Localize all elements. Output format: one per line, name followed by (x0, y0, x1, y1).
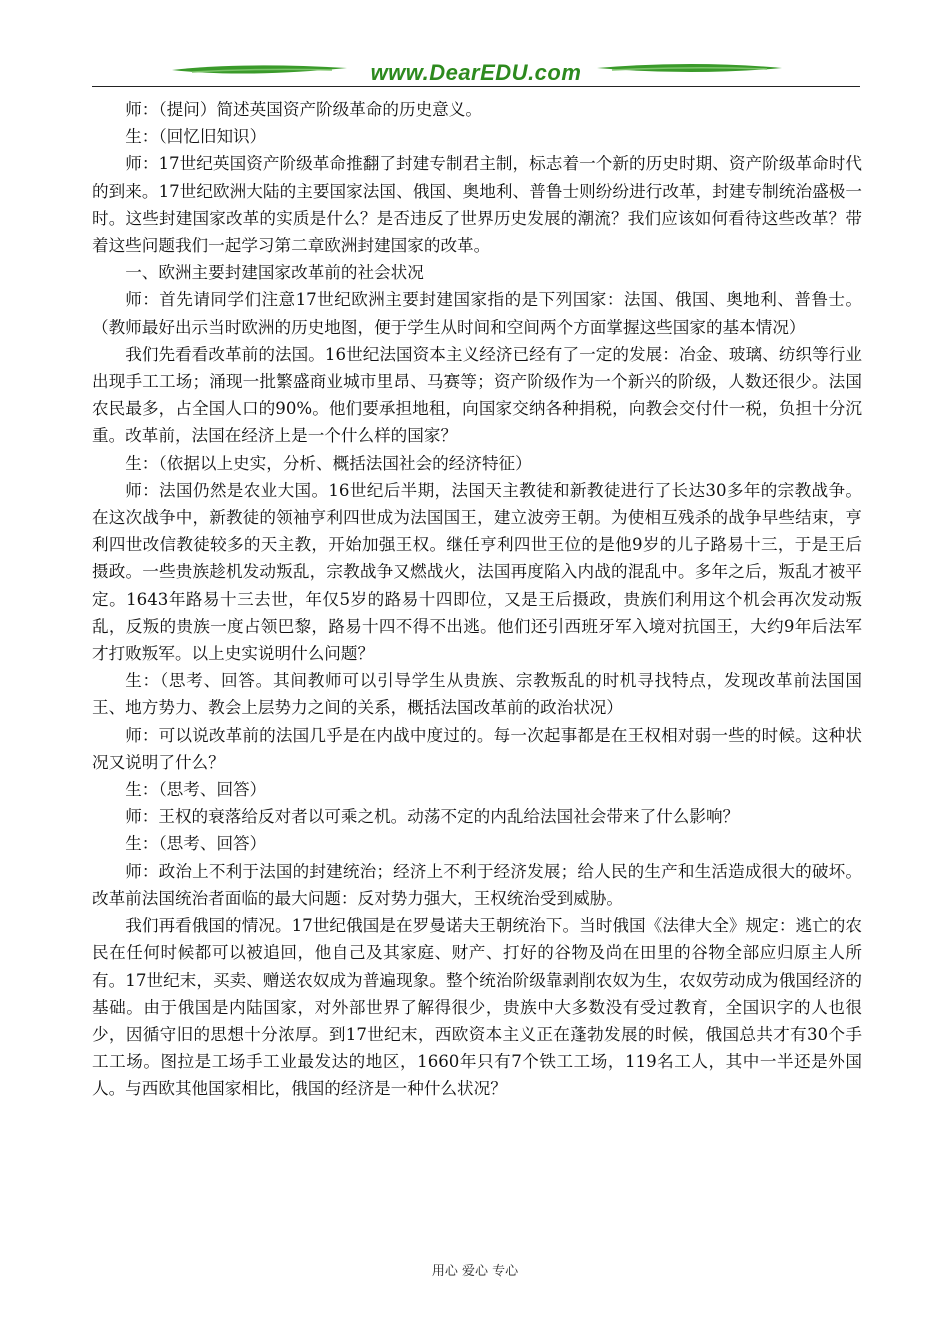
paragraph: 师：可以说改革前的法国几乎是在内战中度过的。每一次起事都是在王权相对弱一些的时候。这种状况又说明了什么？ (92, 725, 862, 772)
paragraph: 生：（思考、回答。其间教师可以引导学生从贵族、宗教叛乱的时机寻找特点，发现改革前法国国王、地方势力、教会上层势力之间的关系，概括法国改革前的政治状况） (92, 671, 862, 718)
document-body (92, 96, 862, 1103)
paragraph: 我们先看看改革前的法国。16世纪法国资本主义经济已经有了一定的发展：冶金、玻璃、纺织等行业出现手工工场；涌现一批繁盛商业城市里昂、马赛等；资产阶级作为一个新兴的阶级，人数还很少。法国农民最多，占全国人口的90%。他们要承担地租，向国家交纳各种捐税，向教会交付什一税，负担十分沉重。改革前，法国在经济上是一个什么样的国家？ (92, 344, 862, 446)
header-divider (92, 86, 860, 87)
paragraph: 师：法国仍然是农业大国。16世纪后半期，法国天主教徒和新教徒进行了长达30多年的宗教战争。在这次战争中，新教徒的领袖亨利四世成为法国国王，建立波旁王朝。为使相互残杀的战争早些结束，亨利四世改信教徒较多的天主教，开始加强王权。继任亨利四世王位的是他9岁的儿子路易十三，于是王后摄政。一些贵族趁机发动叛乱，宗教战争又燃战火，法国再度陷入内战的混乱中。多年之后，叛乱才被平定。1643年路易十三去世，年仅5岁的路易十四即位，又是王后摄政，贵族们利用这个机会再次发动叛乱，反叛的贵族一度占领巴黎，路易十四不得不出逃。他们还引西班牙军入境对抗国王，大约9年后法军才打败叛军。以上史实说明什么问题？ (92, 480, 862, 664)
section-heading: 一、欧洲主要封建国家改革前的社会状况 (125, 263, 424, 283)
paragraph: 师：政治上不利于法国的封建统治；经济上不利于经济发展；给人民的生产和生活造成很大的破坏。改革前法国统治者面临的最大问题：反对势力强大，王权统治受到威胁。 (92, 861, 862, 908)
paragraph: 师：王权的衰落给反对者以可乘之机。动荡不定的内乱给法国社会带来了什么影响？ (125, 807, 740, 827)
paragraph: 生：（思考、回答） (125, 834, 267, 854)
site-logo[interactable]: www.DearEDU.com (370, 60, 582, 85)
paragraph: 师：首先请同学们注意17世纪欧洲主要封建国家指的是下列国家：法国、俄国、奥地利、普鲁士。（教师最好出示当时欧洲的历史地图，便于学生从时间和空间两个方面掌握这些国家的基本情况） (92, 290, 862, 337)
paragraph: 我们再看俄国的情况。17世纪俄国是在罗曼诺夫王朝统治下。当时俄国《法律大全》规定：逃亡的农民在任何时候都可以被追回，他自己及其家庭、财产、打好的谷物及尚在田里的谷物全部应归原主人所有。17世纪末，买卖、赠送农奴成为普遍现象。整个统治阶级靠剥削农奴为生，农奴劳动成为俄国经济的基础。由于俄国是内陆国家，对外部世界了解得很少，贵族中大多数没有受过教育，全国识字的人也很少，因循守旧的思想十分浓厚。到17世纪末，西欧资本主义正在蓬勃发展的时候，俄国总共才有30个手工工场。图拉是工场手工业最发达的地区，1660年只有7个铁工工场，119名工人，其中一半还是外国人。与西欧其他国家相比，俄国的经济是一种什么状况？ (92, 916, 862, 1099)
paragraph: 生：（回忆旧知识） (125, 127, 267, 147)
page-header (92, 58, 860, 90)
page-footer: 用心 爱心 专心 (431, 1264, 519, 1279)
paragraph: 生：（思考、回答） (125, 780, 267, 800)
paragraph: 师：17世纪英国资产阶级革命推翻了封建专制君主制，标志着一个新的历史时期、资产阶级革命时代的到来。17世纪欧洲大陆的主要国家法国、俄国、奥地利、普鲁士则纷纷进行改革，封建专制统治盛极一时。这些封建国家改革的实质是什么？是否违反了世界历史发展的潮流？我们应该如何看待这些改革？带着这些问题我们一起学习第二章欧洲封建国家的改革。 (92, 154, 862, 256)
paragraph: 生：（依据以上史实，分析、概括法国社会的经济特征） (125, 453, 532, 473)
paragraph: 师：（提问）简述英国资产阶级革命的历史意义。 (125, 100, 482, 119)
